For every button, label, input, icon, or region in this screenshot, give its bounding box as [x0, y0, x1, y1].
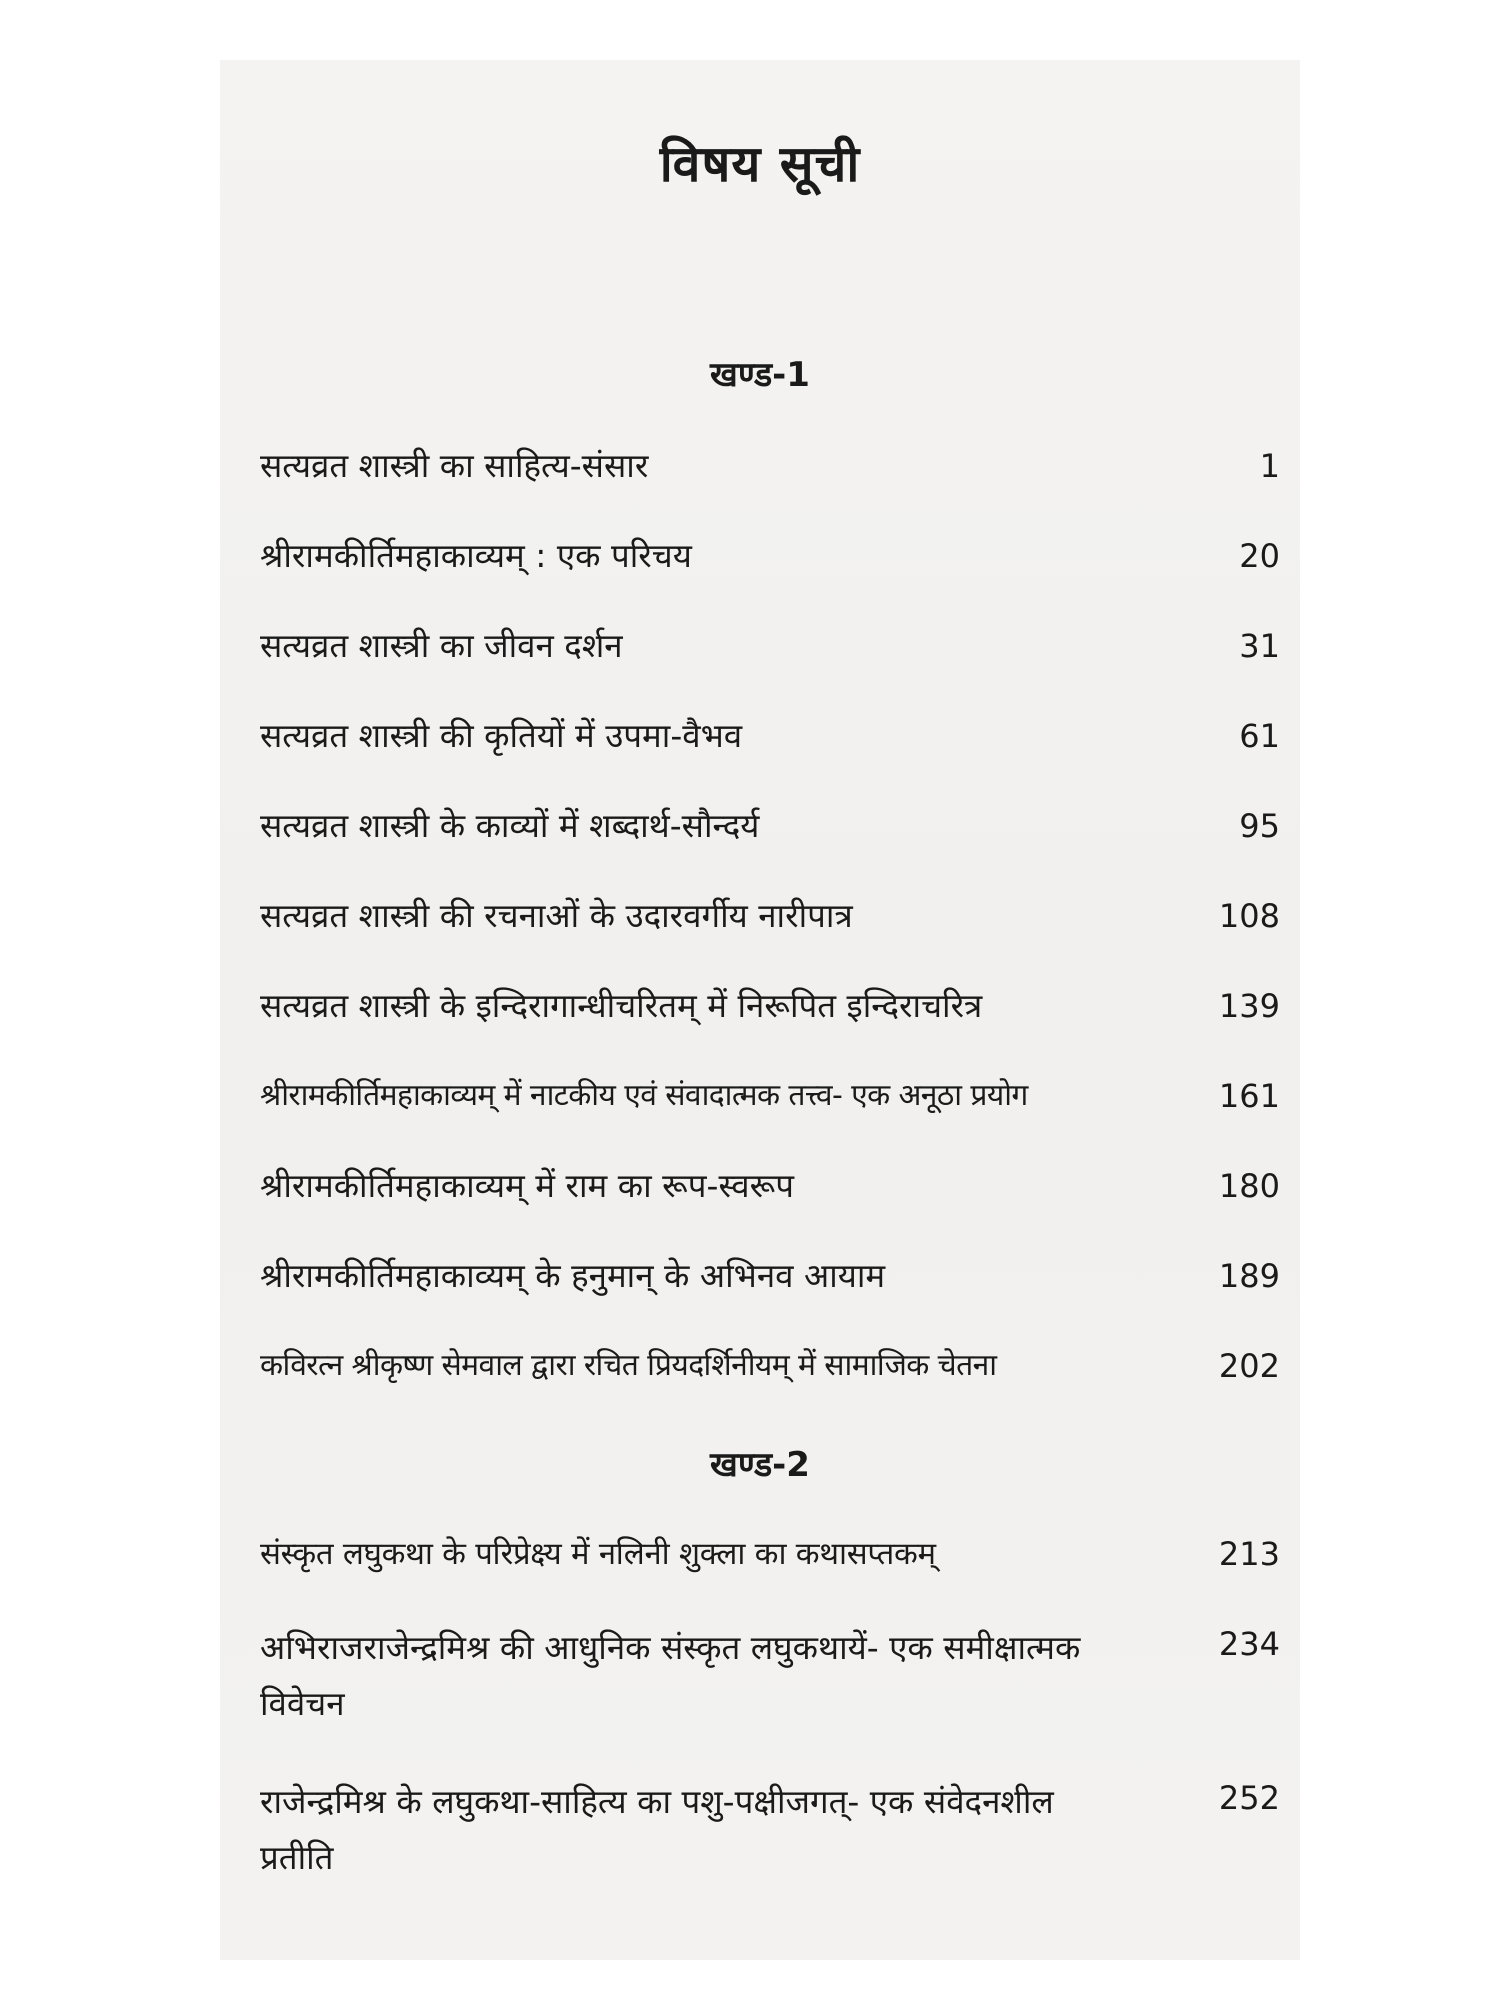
toc-entry-page: 161	[1218, 1077, 1280, 1115]
toc-entry	[260, 1162, 1280, 1212]
toc-entry-page: 31	[1239, 627, 1280, 665]
toc-entry	[260, 892, 1280, 942]
toc-entry-title: श्रीरामकीर्तिमहाकाव्यम् : एक परिचय	[260, 536, 692, 575]
toc-entry-page: 234	[1218, 1625, 1280, 1663]
toc-entry-title: कविरत्न श्रीकृष्ण सेमवाल द्वारा रचित प्रियदर्शिनीयम् में सामाजिक चेतना	[260, 1348, 997, 1383]
toc-entry-page: 252	[1218, 1779, 1280, 1817]
toc-entry-page: 61	[1239, 717, 1280, 755]
toc-entry	[260, 622, 1280, 672]
section-heading-2: खण्ड-2	[710, 1445, 810, 1485]
toc-entry	[260, 712, 1280, 762]
toc-entry-title: अभिराजराजेन्द्रमिश्र की आधुनिक संस्कृत लघुकथायें- एक समीक्षात्मक विवेचन	[260, 1628, 1081, 1723]
toc-entry-title: सत्यव्रत शास्त्री की कृतियों में उपमा-वैभव	[260, 716, 743, 755]
toc-entry	[260, 982, 1280, 1032]
toc-entry	[260, 1774, 1280, 1894]
toc-entry	[260, 1620, 1280, 1740]
toc-entry	[260, 1342, 1280, 1392]
toc-entry	[260, 442, 1280, 492]
toc-entry-title: श्रीरामकीर्तिमहाकाव्यम् के हनुमान् के अभिनव आयाम	[260, 1256, 886, 1295]
toc-entry-page: 95	[1239, 807, 1280, 845]
toc-entry	[260, 802, 1280, 852]
toc-entry-title: संस्कृत लघुकथा के परिप्रेक्ष्य में नलिनी शुक्ला का कथासप्तकम्	[260, 1536, 936, 1572]
toc-entry-page: 202	[1218, 1347, 1280, 1385]
toc-entry-title: श्रीरामकीर्तिमहाकाव्यम् में नाटकीय एवं संवादात्मक तत्त्व- एक अनूठा प्रयोग	[260, 1078, 1028, 1113]
toc-entry-title: सत्यव्रत शास्त्री के काव्यों में शब्दार्थ-सौन्दर्य	[260, 806, 760, 845]
toc-entry-page: 213	[1218, 1535, 1280, 1573]
toc-entry-title: सत्यव्रत शास्त्री का जीवन दर्शन	[260, 626, 623, 665]
toc-entry-page: 180	[1218, 1167, 1280, 1205]
section-heading-1: खण्ड-1	[710, 355, 810, 395]
toc-entry	[260, 1252, 1280, 1302]
toc-entry-title: सत्यव्रत शास्त्री का साहित्य-संसार	[260, 446, 649, 485]
page-title: विषय सूची	[659, 135, 861, 193]
toc-entry-page: 1	[1259, 447, 1280, 485]
toc-entry-title: श्रीरामकीर्तिमहाकाव्यम् में राम का रूप-स्वरूप	[260, 1166, 795, 1205]
toc-entry-title: सत्यव्रत शास्त्री की रचनाओं के उदारवर्गीय नारीपात्र	[260, 896, 853, 935]
toc-entry	[260, 532, 1280, 582]
toc-entry	[260, 1530, 1280, 1580]
toc-entry-page: 20	[1239, 537, 1280, 575]
toc-entry-page: 139	[1218, 987, 1280, 1025]
toc-entry-title: सत्यव्रत शास्त्री के इन्दिरागान्धीचरितम् में निरूपित इन्दिराचरित्र	[260, 986, 983, 1025]
toc-entry-title: राजेन्द्रमिश्र के लघुकथा-साहित्य का पशु-पक्षीजगत्- एक संवेदनशील प्रतीति	[260, 1782, 1054, 1877]
toc-entry-page: 108	[1218, 897, 1280, 935]
toc-entry	[260, 1072, 1280, 1122]
toc-entry-page: 189	[1218, 1257, 1280, 1295]
book-page	[220, 60, 1300, 1960]
